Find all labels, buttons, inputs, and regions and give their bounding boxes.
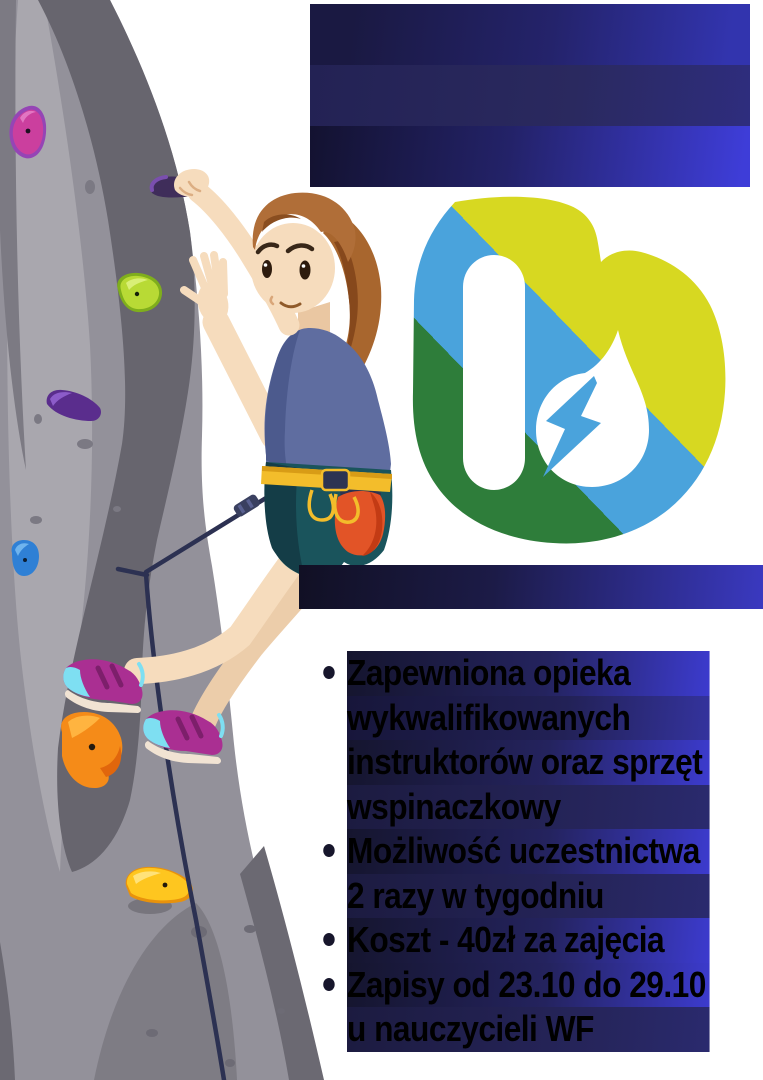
list-item-cost: Koszt - 40zł za zajęcia xyxy=(347,918,710,963)
title-line-1 xyxy=(310,4,750,65)
list-item-care: Zapewniona opieka xyxy=(347,651,710,696)
club-name xyxy=(299,565,763,609)
info-list xyxy=(347,651,710,1052)
list-item-frequency-2: 2 razy w tygodniu xyxy=(347,874,710,919)
list-item-signup: Zapisy od 23.10 do 29.10 xyxy=(347,963,710,1008)
list-item-frequency: Możliwość uczestnictwa xyxy=(347,829,710,874)
list-item-care-2: wykwalifikowanych xyxy=(347,696,710,741)
list-item-signup-2: u nauczycieli WF xyxy=(347,1007,710,1052)
title-line-3 xyxy=(310,126,750,187)
club-logo xyxy=(413,197,726,544)
list-item-care-4: wspinaczkowy xyxy=(347,785,710,830)
page-title xyxy=(310,4,750,187)
list-item-care-3: instruktorów oraz sprzęt xyxy=(347,740,710,785)
title-line-2 xyxy=(310,65,750,126)
